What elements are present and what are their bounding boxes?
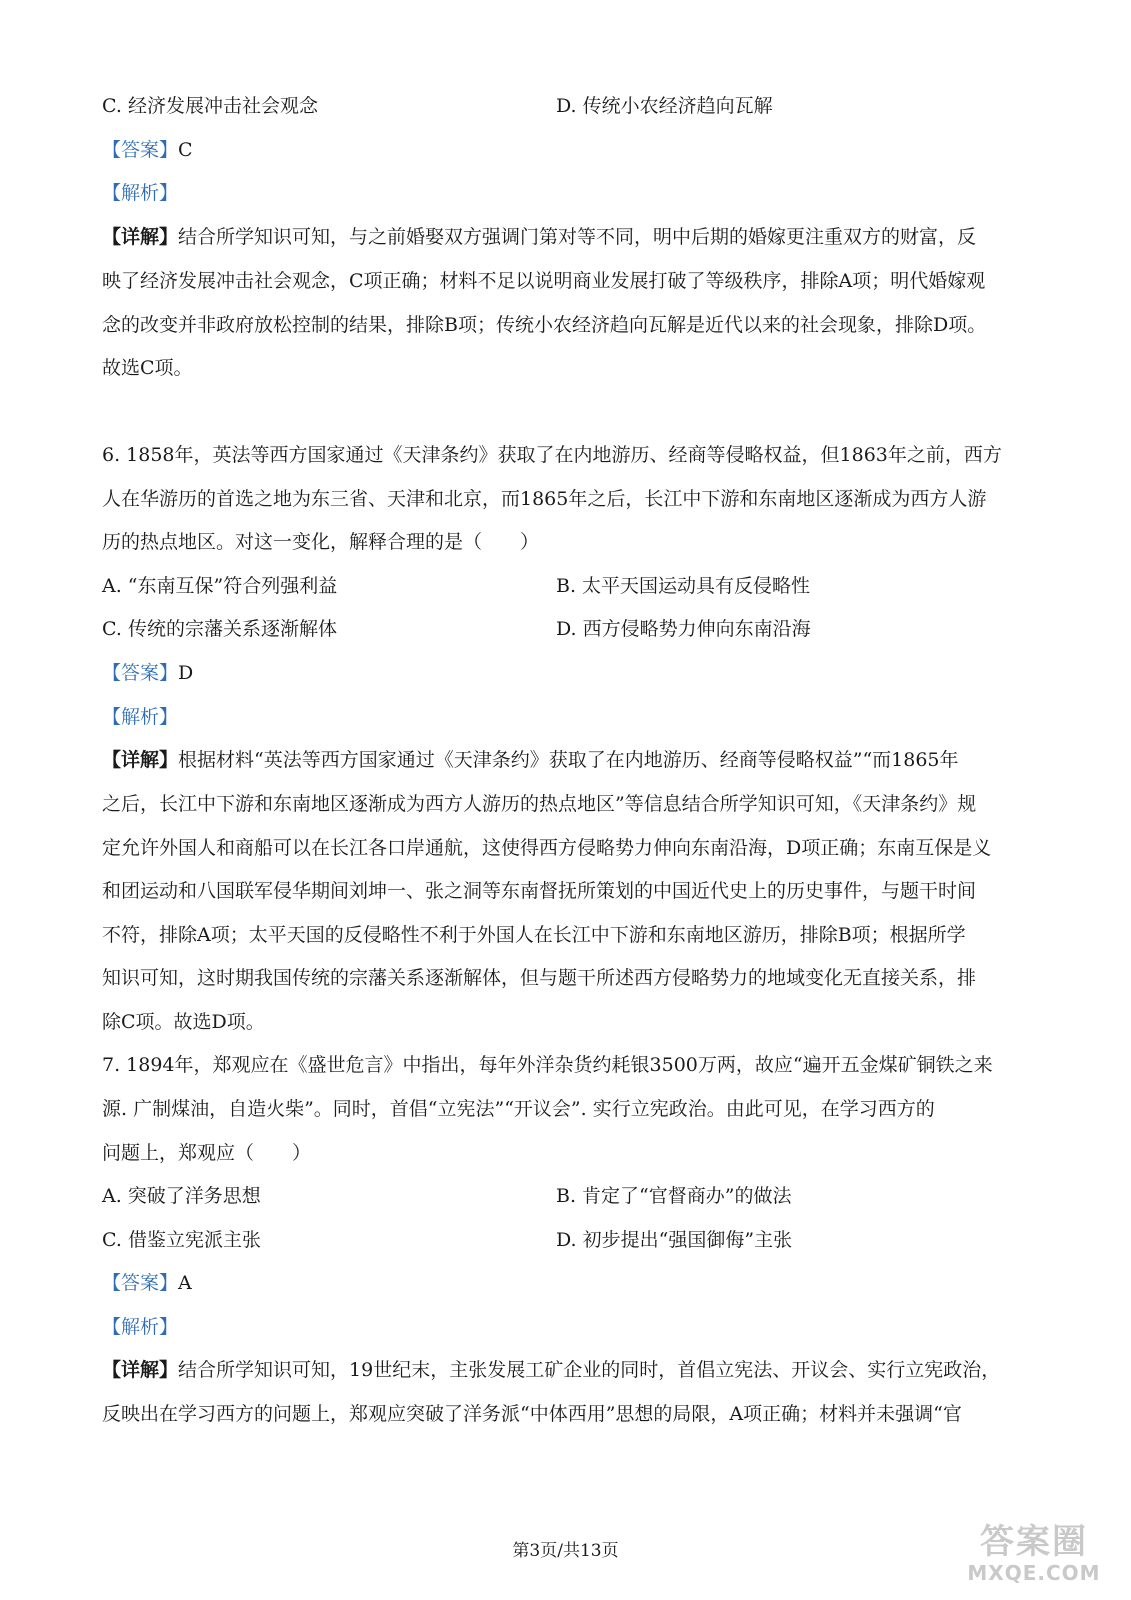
q6-detail-text: 之后，长江中下游和东南地区逐渐成为西方人游历的热点地区”等信息结合所学知识可知，《天津条约》规 — [102, 793, 977, 815]
q5-option-c: C. 经济发展冲击社会观念 — [102, 95, 318, 117]
detail-tag: 【详解】 — [102, 749, 179, 771]
detail-tag: 【详解】 — [102, 226, 179, 248]
q6-option-d: D. 西方侵略势力伸向东南沿海 — [556, 618, 811, 640]
page-number: 第3页/共13页 — [512, 1541, 619, 1561]
q7-stem: 7. 1894年，郑观应在《盛世危言》中指出，每年外洋杂货约耗银3500万两，故应“遍开五金煤矿铜铁之来 — [102, 1054, 993, 1076]
watermark-title: 答案圈 — [980, 1522, 1088, 1562]
q5-detail-text: 念的改变并非政府放松控制的结果，排除B项；传统小农经济趋向瓦解是近代以来的社会现象，排除D项。 — [102, 314, 987, 336]
q5-option-d: D. 传统小农经济趋向瓦解 — [556, 95, 773, 117]
watermark-logo — [959, 1522, 1109, 1592]
q7-detail-line — [102, 1358, 1037, 1382]
q7-detail-text: 结合所学知识可知，19世纪末，主张发展工矿企业的同时，首倡立宪法、开议会、实行立宪政治， — [178, 1359, 1001, 1381]
analysis-tag: 【解析】 — [102, 706, 179, 728]
q7-answer: A — [178, 1272, 192, 1294]
q5-answer: C — [178, 139, 193, 161]
q6-stem: 人在华游历的首选之地为东三省、天津和北京，而1865年之后，长江中下游和东南地区逐渐成为西方人游 — [102, 488, 987, 510]
detail-tag: 【详解】 — [102, 1359, 179, 1381]
q5-detail-text: 故选C项。 — [102, 357, 193, 379]
q6-option-a: A. “东南互保”符合列强利益 — [102, 575, 338, 597]
answer-tag: 【答案】 — [102, 662, 179, 684]
q6-detail-text: 和团运动和八国联军侵华期间刘坤一、张之洞等东南督抚所策划的中国近代史上的历史事件，与题干时间 — [102, 880, 977, 902]
q6-analysis-line — [102, 705, 1037, 729]
q7-option-c: C. 借鉴立宪派主张 — [102, 1229, 261, 1251]
q6-detail-line — [102, 748, 1037, 772]
q6-detail-text: 不符，排除A项；太平天国的反侵略性不利于外国人在长江中下游和东南地区游历，排除B项；根据所学 — [102, 924, 966, 946]
q7-option-b: B. 肯定了“官督商办”的做法 — [556, 1185, 792, 1207]
q6-answer-line — [102, 661, 1037, 685]
q7-option-a: A. 突破了洋务思想 — [102, 1185, 261, 1207]
q6-detail-text: 知识可知，这时期我国传统的宗藩关系逐渐解体，但与题干所述西方侵略势力的地域变化无直接关系，排 — [102, 967, 977, 989]
q6-detail-text: 除C项。故选D项。 — [102, 1011, 265, 1033]
answer-tag: 【答案】 — [102, 1272, 179, 1294]
q6-detail-text: 定允许外国人和商船可以在长江各口岸通航，这使得西方侵略势力伸向东南沿海，D项正确；东南互保是义 — [102, 837, 992, 859]
q6-stem: 6. 1858年，英法等西方国家通过《天津条约》获取了在内地游历、经商等侵略权益，但1863年之前，西方 — [102, 444, 1002, 466]
answer-tag: 【答案】 — [102, 139, 179, 161]
q5-detail-text: 结合所学知识可知，与之前婚娶双方强调门第对等不同，明中后期的婚嫁更注重双方的财富，反 — [178, 226, 977, 248]
watermark-url: MXQE.COM — [967, 1561, 1101, 1585]
q7-stem: 问题上，郑观应（ ） — [102, 1142, 312, 1164]
q5-detail-line — [102, 225, 1037, 249]
q5-analysis-line — [102, 181, 1037, 205]
analysis-tag: 【解析】 — [102, 1316, 179, 1338]
q7-detail-text: 反映出在学习西方的问题上，郑观应突破了洋务派“中体西用”思想的局限，A项正确；材料并未强调“官 — [102, 1403, 962, 1425]
q6-stem: 历的热点地区。对这一变化，解释合理的是（ ） — [102, 531, 540, 553]
q6-answer: D — [178, 662, 194, 684]
q5-answer-line — [102, 138, 1037, 162]
q7-answer-line — [102, 1271, 1037, 1295]
q7-analysis-line — [102, 1315, 1037, 1339]
q6-option-c: C. 传统的宗藩关系逐渐解体 — [102, 618, 337, 640]
q6-option-b: B. 太平天国运动具有反侵略性 — [556, 575, 811, 597]
analysis-tag: 【解析】 — [102, 182, 179, 204]
q7-option-d: D. 初步提出“强国御侮”主张 — [556, 1229, 793, 1251]
q6-detail-text: 根据材料“英法等西方国家通过《天津条约》获取了在内地游历、经商等侵略权益”“而1865年 — [178, 749, 959, 771]
q5-detail-text: 映了经济发展冲击社会观念，C项正确；材料不足以说明商业发展打破了等级秩序，排除A项；明代婚嫁观 — [102, 270, 986, 292]
q7-stem: 源. 广制煤油，自造火柴”。同时，首倡“立宪法”“开议会”. 实行立宪政治。由此可见，在学习西方的 — [102, 1098, 935, 1120]
